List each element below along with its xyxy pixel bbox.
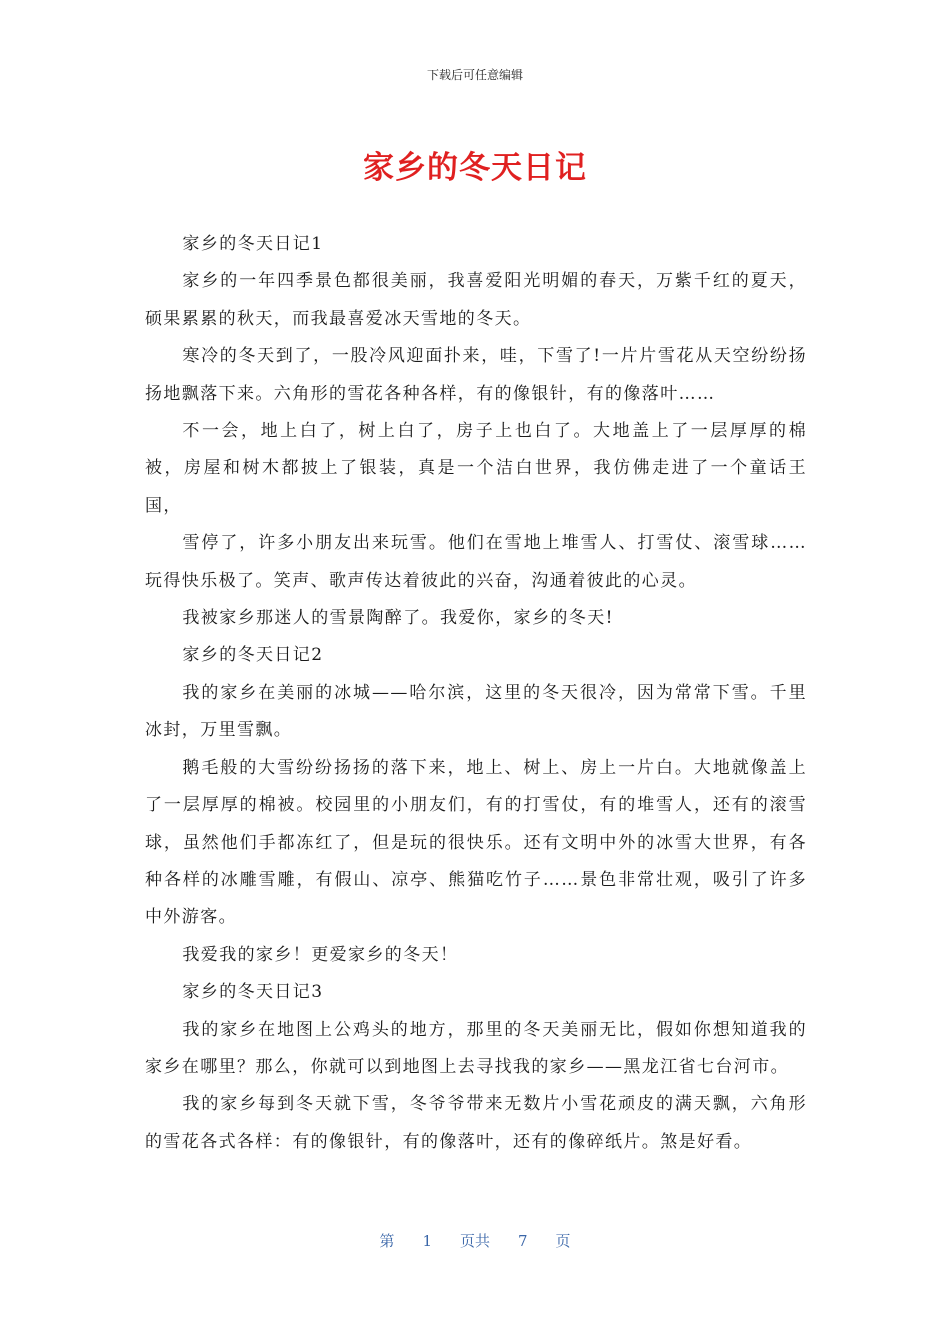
header-note: 下载后可任意编辑 bbox=[426, 68, 523, 82]
paragraph: 我的家乡每到冬天就下雪，冬爷爷带来无数片小雪花顽皮的满天飘，六角形的雪花各式各样：有的像银针，有的像落叶，还有的像碎纸片。煞是好看。 bbox=[145, 1094, 807, 1152]
footer-label-page: 第 bbox=[379, 1232, 395, 1250]
paragraph: 不一会，地上白了，树上白了，房子上也白了。大地盖上了一层厚厚的棉被，房屋和树木都披上了银装，真是一个洁白世界，我仿佛走进了一个童话王国， bbox=[145, 421, 807, 516]
paragraph: 家乡的一年四季景色都很美丽，我喜爱阳光明媚的春天，万紫千红的夏天，硕果累累的秋天，而我最喜爱冰天雪地的冬天。 bbox=[145, 271, 807, 329]
section-heading-3: 家乡的冬天日记3 bbox=[182, 982, 324, 1003]
page-footer bbox=[0, 1230, 950, 1251]
footer-current-page: 1 bbox=[422, 1232, 432, 1250]
footer-label-end: 页 bbox=[555, 1232, 571, 1250]
paragraph: 我的家乡在地图上公鸡头的地方，那里的冬天美丽无比，假如你想知道我的家乡在哪里？那么，你就可以到地图上去寻找我的家乡——黑龙江省七台河市。 bbox=[145, 1019, 807, 1077]
footer-label-of: 页共 bbox=[459, 1232, 490, 1250]
paragraph: 我的家乡在美丽的冰城——哈尔滨，这里的冬天很冷，因为常常下雪。千里冰封，万里雪飘。 bbox=[145, 682, 807, 741]
section-heading-1: 家乡的冬天日记1 bbox=[182, 234, 324, 254]
footer-total-pages: 7 bbox=[518, 1232, 528, 1250]
paragraph: 我被家乡那迷人的雪景陶醉了。我爱你，家乡的冬天! bbox=[182, 608, 614, 629]
document-title: 家乡的冬天日记 bbox=[363, 150, 587, 186]
paragraph: 寒冷的冬天到了，一股冷风迎面扑来，哇，下雪了!一片片雪花从天空纷纷扬扬地飘落下来。六角形的雪花各种各样，有的像银针，有的像落叶…… bbox=[145, 346, 807, 404]
section-heading-2: 家乡的冬天日记2 bbox=[182, 645, 324, 666]
paragraph: 鹅毛般的大雪纷纷扬扬的落下来，地上、树上、房上一片白。大地就像盖上了一层厚厚的棉被。校园里的小朋友们，有的打雪仗，有的堆雪人，还有的滚雪球，虽然他们手都冻红了，但是玩的很快乐。还有文明中外的冰雪大世界，有各种各样的冰雕雪雕，有假山、凉亭、熊猫吃竹子……景色非常壮观，吸引了许多中外游客。 bbox=[145, 757, 807, 928]
paragraph: 雪停了，许多小朋友出来玩雪。他们在雪地上堆雪人、打雪仗、滚雪球……玩得快乐极了。笑声、歌声传达着彼此的兴奋，沟通着彼此的心灵。 bbox=[145, 533, 807, 591]
document-body bbox=[145, 226, 807, 1161]
paragraph: 我爱我的家乡！更爱家乡的冬天！ bbox=[182, 944, 459, 965]
